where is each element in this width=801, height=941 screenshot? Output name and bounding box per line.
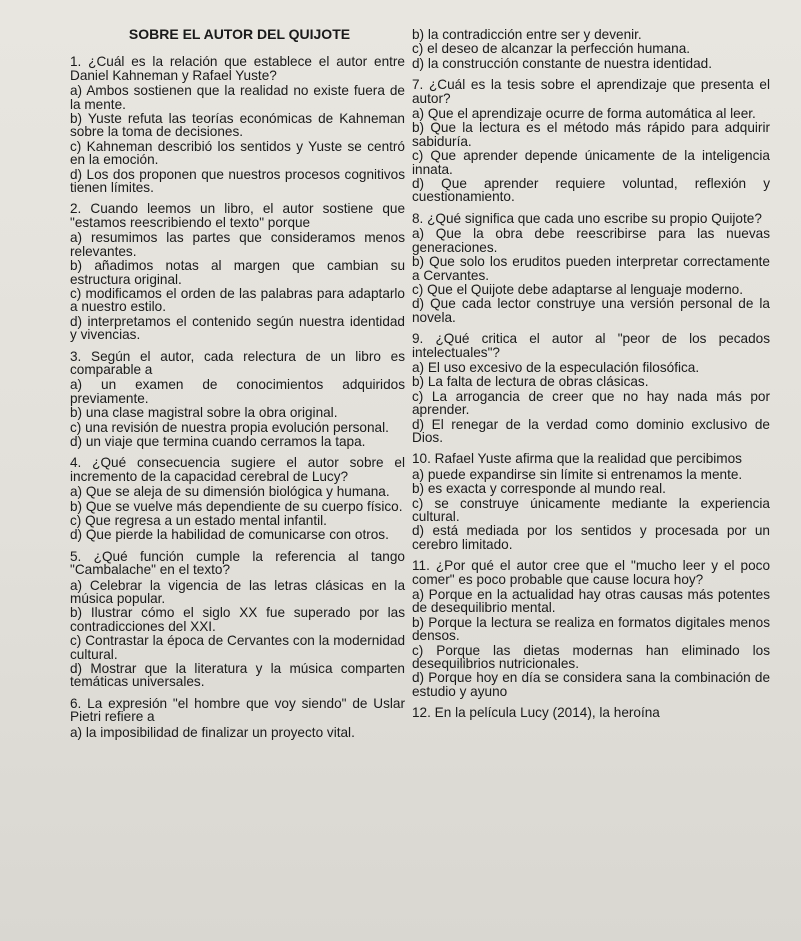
answer-option: a) la imposibilidad de finalizar un proyecto vital.: [70, 724, 355, 740]
answer-option: d) Que pierde la habilidad de comunicarse con otros.: [70, 527, 389, 543]
answer-option: a) Celebrar la vigencia de las letras clásicas en la música popular.: [70, 577, 405, 607]
answer-option: d) Porque hoy en día se considera sana la combinación de estudio y ayuno: [412, 670, 770, 699]
question-block: [412, 78, 770, 204]
question-stem: 9. ¿Qué critica el autor al "peor de los pecados intelectuales"?: [412, 331, 770, 360]
answer-option: a) Porque en la actualidad hay otras causas más potentes de desequilibrio mental.: [412, 587, 770, 616]
question-stem: 8. ¿Qué significa que cada uno escribe su propio Quijote?: [412, 210, 762, 226]
question-stem: 12. En la película Lucy (2014), la heroína: [412, 705, 660, 721]
question-stem: 3. Según el autor, cada relectura de un libro es comparable a: [70, 348, 405, 377]
answer-option: d) la construcción constante de nuestra identidad.: [412, 55, 713, 71]
answer-option: c) Que aprender depende únicamente de la inteligencia innata.: [412, 148, 770, 177]
answer-option: c) La arrogancia de creer que no hay nada más por aprender.: [412, 388, 770, 418]
left-column: [70, 28, 405, 747]
question-stem: 6. La expresión "el hombre que voy siendo" de Uslar Pietri refiere a: [70, 695, 405, 725]
answer-option: d) Que aprender requiere voluntad, reflexión y cuestionamiento.: [412, 176, 770, 205]
question-block: [412, 706, 770, 719]
question-block: [70, 697, 405, 739]
answer-option: c) el deseo de alcanzar la perfección humana.: [412, 41, 691, 57]
answer-option: d) El renegar de la verdad como dominio exclusivo de Dios.: [412, 416, 770, 445]
question-block: [412, 452, 770, 551]
question-block: [412, 212, 770, 324]
question-block: [412, 559, 770, 698]
page-title: SOBRE EL AUTOR DEL QUIJOTE: [128, 26, 351, 42]
answer-option: a) Que se aleja de su dimensión biológica y humana.: [70, 484, 390, 500]
answer-option: c) modificamos el orden de las palabras para adaptarlo a nuestro estilo.: [70, 285, 405, 315]
answer-option: c) Contrastar la época de Cervantes con la modernidad cultural.: [70, 633, 405, 662]
answer-option: d) está mediada por los sentidos y procesada por un cerebro limitado.: [412, 523, 770, 552]
answer-option: c) Porque las dietas modernas han eliminado los desequilibrios nutricionales.: [412, 642, 770, 672]
answer-option: b) Ilustrar cómo el siglo XX fue superado por las contradicciones del XXI.: [70, 605, 405, 634]
question-stem: 10. Rafael Yuste afirma que la realidad que percibimos: [412, 451, 742, 467]
answer-option: a) Que el aprendizaje ocurre de forma automática al leer.: [412, 106, 756, 122]
question-stem: 1. ¿Cuál es la relación que establece el autor entre Daniel Kahneman y Rafael Yuste?: [70, 54, 405, 83]
answer-option: a) resumimos las partes que consideramos menos relevantes.: [70, 230, 405, 259]
answer-option: b) Que la lectura es el método más rápido para adquirir sabiduría.: [412, 120, 770, 149]
answer-option: a) puede expandirse sin límite si entrenamos la mente.: [412, 466, 743, 482]
question-block: [412, 28, 770, 70]
question-stem: 5. ¿Qué función cumple la referencia al tango "Cambalache" en el texto?: [70, 548, 405, 578]
question-block: [70, 202, 405, 341]
answer-option: b) es exacta y corresponde al mundo real.: [412, 481, 666, 497]
answer-option: c) Kahneman describió los sentidos y Yuste se centró en la emoción.: [70, 138, 405, 168]
question-block: [70, 550, 405, 689]
answer-option: a) El uso excesivo de la especulación filosófica.: [412, 359, 700, 375]
answer-option: d) Que cada lector construye una versión personal de la novela.: [412, 296, 770, 325]
question-stem: 2. Cuando leemos un libro, el autor sostiene que "estamos reescribiendo el texto" porque: [70, 201, 405, 230]
answer-option: c) una revisión de nuestra propia evolución personal.: [70, 419, 389, 435]
answer-option: c) Que regresa a un estado mental infantil.: [70, 513, 327, 528]
answer-option: b) la contradicción entre ser y devenir.: [412, 27, 642, 42]
question-block: [412, 332, 770, 444]
question-block: [70, 55, 405, 194]
answer-option: b) Yuste refuta las teorías económicas de Kahneman sobre la toma de decisiones.: [70, 111, 405, 140]
answer-option: b) Que solo los eruditos pueden interpretar correctamente a Cervantes.: [412, 254, 770, 283]
question-stem: 7. ¿Cuál es la tesis sobre el aprendizaje que presenta el autor?: [412, 77, 770, 106]
answer-option: a) un examen de conocimientos adquiridos previamente.: [70, 377, 405, 406]
answer-option: d) Los dos proponen que nuestros procesos cognitivos tienen límites.: [70, 166, 405, 196]
answer-option: d) Mostrar que la literatura y la música comparten temáticas universales.: [70, 661, 405, 690]
answer-option: b) Porque la lectura se realiza en formatos digitales menos densos.: [412, 614, 770, 644]
answer-option: c) se construye únicamente mediante la experiencia cultural.: [412, 495, 770, 524]
question-block: [70, 350, 405, 449]
answer-option: c) Que el Quijote debe adaptarse al lenguaje moderno.: [412, 281, 743, 297]
answer-option: b) La falta de lectura de obras clásicas.: [412, 374, 649, 390]
question-stem: 4. ¿Qué consecuencia sugiere el autor sobre el incremento de la capacidad cerebral de Lucy?: [70, 455, 405, 484]
question-stem: 11. ¿Por qué el autor cree que el "mucho leer y el poco comer" es poco probable que cause locura hoy?: [412, 558, 770, 587]
right-column: [412, 28, 770, 728]
answer-option: b) añadimos notas al margen que cambian su estructura original.: [70, 258, 405, 287]
question-block: [70, 456, 405, 541]
answer-option: d) interpretamos el contenido según nuestra identidad y vivencias.: [70, 313, 405, 343]
answer-option: b) una clase magistral sobre la obra original.: [70, 405, 338, 421]
answer-option: a) Que la obra debe reescribirse para las nuevas generaciones.: [412, 226, 770, 255]
answer-option: d) un viaje que termina cuando cerramos la tapa.: [70, 433, 366, 449]
answer-option: a) Ambos sostienen que la realidad no existe fuera de la mente.: [70, 83, 405, 112]
answer-option: b) Que se vuelve más dependiente de su cuerpo físico.: [70, 498, 403, 514]
